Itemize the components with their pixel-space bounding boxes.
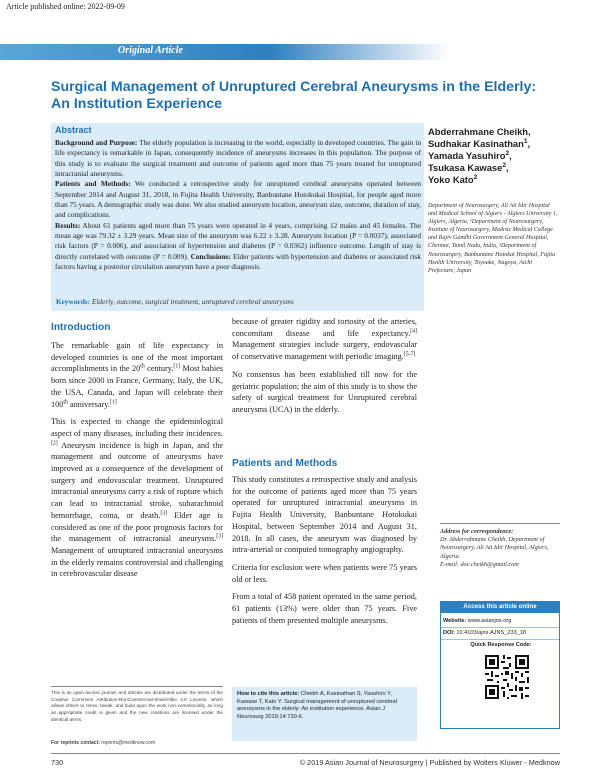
website-row: Website: www.asianjns.org xyxy=(443,618,512,624)
doi-link[interactable]: 10.4103/ajns.AJNS_233_18 xyxy=(454,630,527,636)
article-type-label: Original Article xyxy=(118,45,183,56)
website-link[interactable]: www.asianjns.org xyxy=(466,618,512,624)
author-3: Yamada Yasuhiro$^2$, xyxy=(428,149,512,161)
pm-paragraph-1: This study constitutes a retrospective study and analysis for the outcome of patients aged more than 75 years operated for unruptured intracranial aneurysms in Fujita Health University, Banbuntane Hotokukai Hospital, between September 2014 and August 31, 2018. In all cases, the aneurysm was diagnosed by intra-arterial or computed tomography angiography. xyxy=(232,475,417,555)
citation-text: Cheikh A, Kasinathan S, Yasuhiro Y, Kawase T, Kato Y. Surgical management of unruptured cerebral aneurysms in the elderly: An institution experience. Asian J Neurosurg 2019;14:730-6. xyxy=(237,691,397,720)
correspondence-email: E-mail: doc.cheikh@gmail.com xyxy=(440,560,519,568)
background-text: The elderly population is increasing in the world, especially in developed countries. The gain in life expectancy is remarkable in Japan, consequently incidence of aneurysms increases in this population. The purpose of this study is to evaluate the surgical treatment and outcome of patients aged more than 75 years treated for unruptured intracranial aneurysms. xyxy=(55,138,421,179)
abstract-heading: Abstract xyxy=(55,125,92,135)
qr-label: Quick Response Code: xyxy=(470,642,532,648)
keywords xyxy=(51,293,424,311)
conclusions-label: Conclusions: xyxy=(190,251,231,261)
methods-text: We conducted a retrospective study for unruptured cerebral aneurysms operated between September 2014 and August 31, 2018, in Fujita Health University, Banbuntane Hotokukai Hospital, for people aged more than 75 years. A demographic study was done. We also studied aneurysm location, aneurysm size, outcome, duration of stay, and complications. xyxy=(55,179,421,220)
author-1: Abderrahmane Cheikh, xyxy=(428,126,531,137)
footer-divider xyxy=(51,753,560,754)
published-date: Article published online: 2022-09-09 xyxy=(6,2,125,11)
header-band xyxy=(0,44,600,60)
qr-code-icon xyxy=(483,653,531,701)
keywords-label: Keywords: xyxy=(56,297,91,306)
footer-journal: © 2019 Asian Journal of Neurosurgery | Published by Wolters Kluwer - Medknow xyxy=(299,758,560,767)
pm-paragraph-2: Criteria for exclusion were when patients were 75 years old or less. xyxy=(232,562,417,584)
abstract-body xyxy=(55,138,421,272)
patients-methods-text xyxy=(232,474,417,632)
pm-paragraph-3: From a total of 458 patient operated in the same period, 61 patients (13%) were older than 75 years. Five patients of them presented multiple aneurysms. xyxy=(232,592,417,625)
page-number: 730 xyxy=(51,758,64,767)
patients-methods-heading: Patients and Methods xyxy=(232,458,338,469)
access-title: Access this article online xyxy=(440,601,560,613)
keywords-text: Elderly, outcome, surgical treatment, unruptured cerebral aneurysms xyxy=(90,297,294,306)
results-text: About 61 patients aged more than 75 years were operated in 4 years, comprising 12 males and 45 females. The mean age was 79.32 ± 3.29 years. Mean size of the aneurysm was 6.22 ± 3.28. Aneurysm location (P = 0.0037), associated risk factors (P = 0.006), and association of hypertension and diabetes (P = 0.0362) influence outcome. Length of stay is directly correlated with outcome (P = 0.009). xyxy=(55,220,421,261)
intro-paragraph-1: The remarkable gain of life expectancy in developed countries is one of the most important accomplishments in the 20th century.[1] Most babies born since 2000 in France, Germany, Italy, the UK, the USA, Canada, and Japan will celebrate their 100th anniversary.[1] xyxy=(51,341,224,409)
column-2-text xyxy=(232,316,417,422)
reprints-note: For reprints contact: reprints@medknow.com xyxy=(51,740,156,746)
author-4: Tsukasa Kawase$^2$, xyxy=(428,161,509,173)
author-list xyxy=(428,126,578,186)
citation-box xyxy=(232,687,417,741)
correspondence-text: Dr. Abderrahmane Cheikh, Department of Neurosurgery, Ali Ait Idir Hospital, Algiers, Algeria. xyxy=(440,536,549,560)
correspondence-address xyxy=(440,523,560,569)
affiliations: Department of Neurosurgery, Ali Ait Idir Hospital and Medical School of Algiers - Algiers University 1, Algiers, Algeria, ¹Department of Neurosurgery, Institute of Neurosurgery, Madras Medical College and Rajiv Gandhi Government General Hospital, Chennai, Tamil Nadu, India, ²Department of Neurosurgery, Banbuntane Hotokai Hospital, Fujita Health University, Toyoake, Nagoya, Aichi Prefecture, Japan xyxy=(428,203,558,274)
intro-paragraph-2: This is expected to change the epidemiological aspect of many diseases, including their incidences.[2] Aneurysm incidence is high in Japan, and the management and outcome of aneurysms have improved as a consequence of the development of surgery and endovascular treatment. Unruptured intracranial aneurysms carry a risk of rupture which can lead to intracranial stroke, subarachnoid hemorrhage, coma, or death.[3] Elder age is considered as one of the poor prognosis factors for the management of intracranial aneurysms.[3] Management of unruptured intracranial aneurysms in the elderly remains controversial and challenging in cerebrovascular disease xyxy=(51,417,223,579)
author-2: Sudhakar Kasinathan$^1$, xyxy=(428,137,531,149)
correspondence-label: Address for correspondence: xyxy=(440,528,514,535)
article-title: Surgical Management of Unruptured Cerebral Aneurysms in the Elderly: An Institution Experience xyxy=(51,79,537,112)
results-label: Results: xyxy=(55,220,81,230)
background-label: Background and Purpose: xyxy=(55,138,138,147)
license-note: This is an open access journal, and articles are distributed under the terms of the Creative Commons Attribution-NonCommercial-ShareAlike 4.0 License, which allows others to remix, tweak, and build upon the work non-commercially, as long as appropriate credit is given and the new creations are licensed under the identical terms. xyxy=(51,686,223,724)
divider xyxy=(441,627,559,628)
methods-label: Patients and Methods: xyxy=(55,179,131,189)
col2-paragraph-2: No consensus has been established till now for the geriatric population; the aim of this study is to show the safety of surgical treatment for Unruptured cerebral aneurysms (UCA) in the elderly. xyxy=(232,369,417,414)
introduction-heading: Introduction xyxy=(51,322,111,333)
author-5: Yoko Kato$^2$ xyxy=(428,173,478,185)
divider xyxy=(441,639,559,640)
citation-label: How to cite this article: xyxy=(237,691,300,697)
col2-paragraph-1: because of greater rigidity and tortosity of the arteries, concomitant disease and life expectancy.[4] Management strategies include surgery, endovascular of conservative management with periodic imaging.[5-7] xyxy=(232,317,417,362)
conclusions-text: Elder patients with hypertension and diabetes or associated risk factors having a posterior circulation aneurysm have a poor diagnosis. xyxy=(55,251,421,272)
doi-row: DOI: 10.4103/ajns.AJNS_233_18 xyxy=(443,630,527,636)
column-1-text xyxy=(51,340,223,586)
